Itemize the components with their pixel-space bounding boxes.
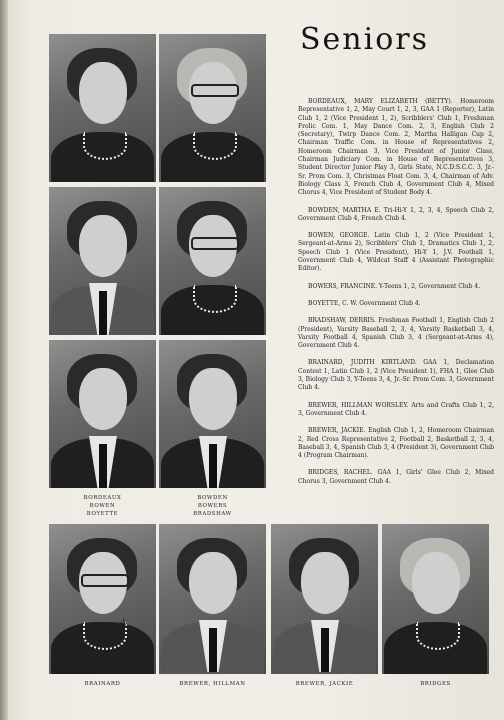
handwritten-signature: Judy	[108, 616, 131, 641]
portrait-bradshaw	[159, 340, 266, 488]
bio-text: English Club 1, 2, Homeroom Chairman 2, Red Cross Representative 2, Football 2, Basketball 2, 3, 4, Baseball 3, 4, Spanish Club 3, 4 (President 3), Government Club 4 (Program Chairman).	[298, 427, 494, 460]
portrait-bowden	[159, 34, 266, 182]
caption-group-left	[49, 494, 156, 518]
bio-name: BRIDGES, RACHEL.	[308, 469, 373, 477]
bio-entry	[298, 98, 494, 198]
bio-entry	[298, 207, 494, 224]
portrait-bowen	[49, 187, 156, 335]
page-binding	[0, 0, 8, 720]
bio-entry	[298, 317, 494, 350]
bio-text: GAA 1, Declamation Contest 1, Latin Club 1, 2 (Vice President 1), FHA 1, Glee Club 3, Biology Club 3, Y-Teens 3, 4, Jr.-Sr. Prom Com. 3, Government Club 4.	[298, 359, 494, 392]
bio-entry	[298, 359, 494, 392]
caption-name: BOWDEN	[197, 495, 228, 501]
bio-name: BRAINARD, JUDITH KIRTLAND.	[308, 359, 417, 367]
bio-text: Y-Teens 1, 2, Government Club 4.	[378, 282, 481, 290]
caption-name: BOWERS	[197, 503, 228, 509]
senior-bios	[298, 98, 494, 495]
caption-brewer-hillman: BREWER, HILLMAN	[179, 681, 246, 687]
margin-handwriting	[0, 442, 76, 468]
bio-name: BOWEN, GEORGE.	[308, 232, 370, 240]
bio-entry	[298, 232, 494, 273]
caption-name: BOWEN	[89, 503, 116, 509]
portrait-bowers	[159, 187, 266, 335]
bio-entry	[298, 427, 494, 460]
bio-text: Tri-Hi-Y 1, 2, 3, 4, Speech Club 2, Government Club 4, French Club 4.	[298, 206, 494, 222]
portrait-brewer-jackie	[271, 524, 378, 674]
bio-name: BOYETTE, C. W.	[308, 299, 358, 307]
bio-name: BOWDEN, MARTHA E.	[308, 206, 381, 214]
caption-name: BRADSHAW	[193, 511, 232, 517]
bio-text: Government Club 4.	[359, 299, 421, 307]
portrait-bordeaux	[49, 34, 156, 182]
bio-name: BOWERS, FRANCINE.	[308, 282, 377, 290]
bio-name: BORDEAUX, MARY ELIZABETH (BETTY).	[308, 98, 453, 105]
bio-text: Latin Club 1, 2 (Vice President 1, Sergeant-at-Arms 2), Scribblers' Club 1, Dramatics Club 1, 2, Speech Club 1 (Vice President), Hi-Y 1, J.V. Football 1, Government Club 4, Wildcat Staff 4 (Assistant Photographic Editor).	[298, 232, 494, 273]
bio-text: Homeroom Representative 1, 2, May Court 1, 2, 3, GAA 1 (Reporter), Latin Club 1, 2 (Vice President 1, 2), Scribblers' Club 1, Freshman Frolic Com. 1, May Dance Com. 2, 3, English Club 2 (Secretary), Twirp Dance Com. 2, Martha Halligan Cup 2, Chairman Traffic Com. in House of Representatives 2, Homeroom Chairman 3, Vice President of Junior Class, Chairman Judiciary Com. in House of Representatives 3, Student Director Junior Play 3, Girls State, N.C.D.S.C.C. 3, Jr.-Sr. Prom Com. 3, Christmas Float Com. 3, 4, Chairman of Adv. Biology Class 3, French Club 4, Government Club 4, Mixed Chorus 4, Vice President of Student Body 4.	[298, 98, 494, 197]
caption-name: BORDEAUX	[83, 495, 122, 501]
bio-name: BRADSHAW, DERRIS.	[308, 317, 376, 325]
portrait-bridges	[382, 524, 489, 674]
bio-name: BREWER, JACKIE.	[308, 427, 366, 435]
bio-entry	[298, 300, 494, 308]
bio-entry	[298, 283, 494, 291]
portrait-brewer-hillman	[159, 524, 266, 674]
bio-text: Freshman Football 1, English Club 2 (President), Varsity Baseball 2, 3, 4, Varsity Basketball 3, 4, Varsity Football 4, Spanish Club 3, 4 (Sergeant-at-Arms 4), Government Club 4.	[298, 317, 494, 350]
caption-brewer-jackie: BREWER, JACKIE	[295, 681, 354, 687]
bio-entry	[298, 402, 494, 419]
bio-text: Arts and Crafts Club 1, 2, 3, Government Club 4.	[298, 401, 494, 417]
caption-bridges: BRIDGES	[420, 681, 451, 687]
bio-name: BREWER, HILLMAN WORSLEY.	[308, 401, 409, 409]
caption-name: BOYETTE	[86, 511, 119, 517]
caption-brainard: BRAINARD	[84, 681, 121, 687]
bio-text: GAA 1, Girls' Glee Club 2, Mixed Chorus 3, Government Club 4.	[298, 469, 494, 485]
page-title: Seniors	[300, 22, 430, 57]
caption-group-right	[159, 494, 266, 518]
bio-entry	[298, 469, 494, 486]
